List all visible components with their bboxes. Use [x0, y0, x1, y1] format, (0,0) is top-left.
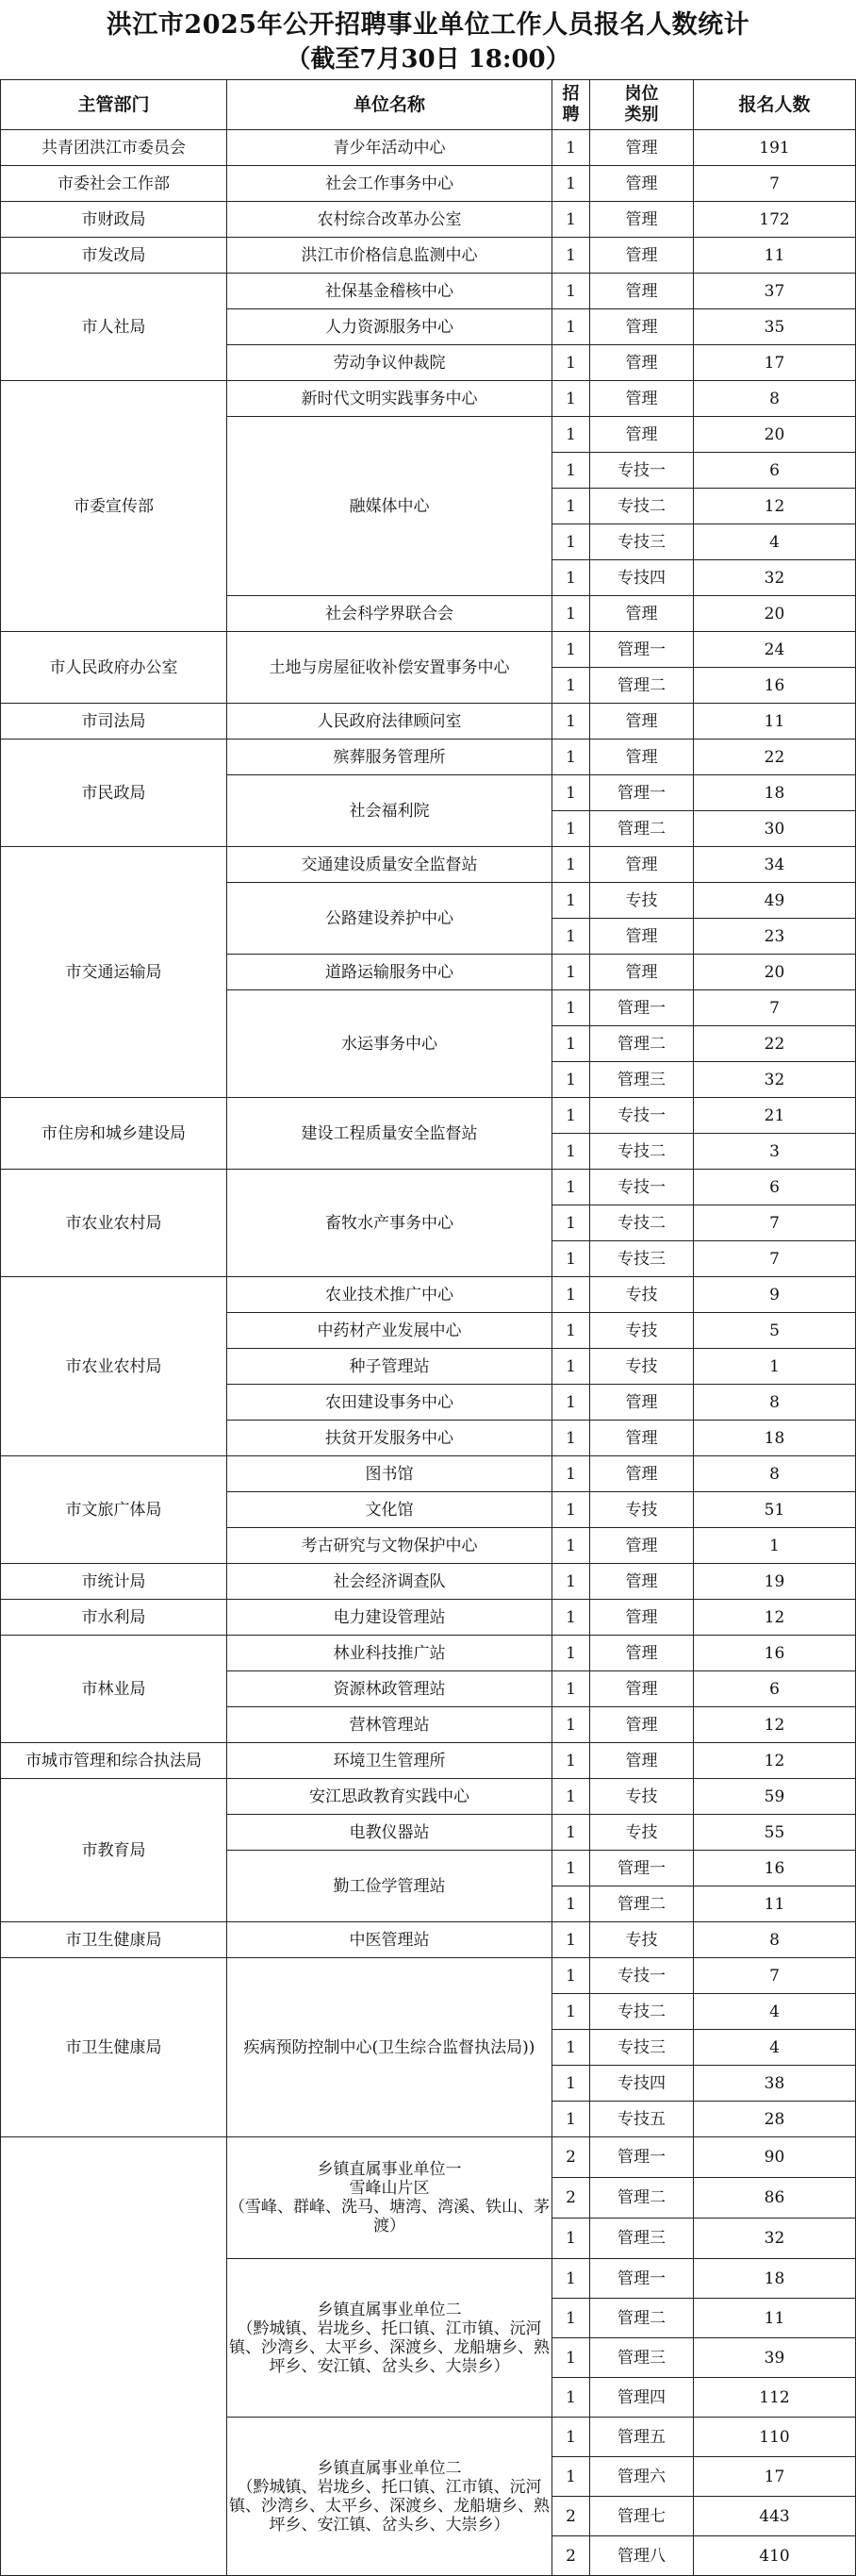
cell-unit: 土地与房屋征收补偿安置事务中心: [227, 632, 552, 704]
cell-recruit-count: 1: [552, 811, 590, 847]
cell-applicants: 11: [694, 238, 856, 274]
cell-applicants: 86: [694, 2178, 856, 2219]
cell-recruit-count: 1: [552, 1886, 590, 1922]
cell-recruit-count: 1: [552, 1958, 590, 1994]
cell-recruit-count: 1: [552, 1636, 590, 1671]
cell-post-type: 管理: [590, 847, 694, 883]
cell-post-type: 管理七: [590, 2497, 694, 2536]
cell-dept: 市财政局: [1, 202, 227, 238]
cell-unit: 考古研究与文物保护中心: [227, 1528, 552, 1564]
cell-post-type: 管理: [590, 1743, 694, 1779]
cell-post-type: 管理五: [590, 2418, 694, 2457]
cell-recruit-count: 1: [552, 990, 590, 1026]
cell-applicants: 20: [694, 955, 856, 990]
cell-post-type: 专技: [590, 1349, 694, 1385]
cell-applicants: 7: [694, 1205, 856, 1241]
cell-recruit-count: 1: [552, 2030, 590, 2066]
page-title: 洪江市2025年公开招聘事业单位工作人员报名人数统计: [106, 10, 750, 40]
cell-dept: 市人民政府办公室: [1, 632, 227, 704]
cell-applicants: 28: [694, 2102, 856, 2137]
cell-post-type: 专技一: [590, 1098, 694, 1134]
cell-post-type: 管理: [590, 238, 694, 274]
cell-recruit-count: 1: [552, 1492, 590, 1528]
cell-applicants: 18: [694, 1421, 856, 1456]
cell-recruit-count: 1: [552, 1456, 590, 1492]
cell-applicants: 4: [694, 1994, 856, 2030]
cell-post-type: 管理: [590, 955, 694, 990]
cell-dept: 市司法局: [1, 704, 227, 740]
table-row: [1, 1098, 856, 1134]
cell-unit: 资源林政管理站: [227, 1671, 552, 1707]
cell-post-type: 管理二: [590, 1026, 694, 1062]
cell-unit: 道路运输服务中心: [227, 955, 552, 990]
cell-recruit-count: 1: [552, 955, 590, 990]
cell-applicants: 9: [694, 1277, 856, 1313]
cell-post-type: 专技四: [590, 2066, 694, 2102]
cell-dept: 市发改局: [1, 238, 227, 274]
cell-unit: 社会科学界联合会: [227, 596, 552, 632]
cell-applicants: 191: [694, 130, 856, 166]
cell-post-type: 管理: [590, 1421, 694, 1456]
cell-recruit-count: 1: [552, 596, 590, 632]
cell-post-type: 专技: [590, 1815, 694, 1851]
cell-post-type: 管理: [590, 381, 694, 417]
table-body: [1, 130, 856, 2576]
cell-applicants: 18: [694, 775, 856, 811]
cell-applicants: 5: [694, 1313, 856, 1349]
cell-dept: 市人社局: [1, 274, 227, 381]
cell-unit: 青少年活动中心: [227, 130, 552, 166]
cell-post-type: 专技: [590, 1922, 694, 1958]
table-row: [1, 1277, 856, 1313]
cell-dept: 市教育局: [1, 1779, 227, 1922]
cell-applicants: 12: [694, 489, 856, 524]
cell-recruit-count: 1: [552, 1528, 590, 1564]
cell-unit: 乡镇直属事业单位二 （黔城镇、岩垅乡、托口镇、江市镇、沅河镇、沙湾乡、太平乡、深渡乡、龙船塘乡、熟坪乡、安江镇、岔头乡、大崇乡）: [227, 2259, 552, 2418]
table-row: [1, 1779, 856, 1815]
cell-applicants: 8: [694, 1385, 856, 1421]
cell-unit: 建设工程质量安全监督站: [227, 1098, 552, 1170]
col-header-dept: 主管部门: [1, 80, 227, 130]
cell-recruit-count: 1: [552, 2259, 590, 2299]
cell-dept: 市卫生健康局: [1, 1958, 227, 2137]
cell-post-type: 管理: [590, 1564, 694, 1600]
cell-unit: 扶贫开发服务中心: [227, 1421, 552, 1456]
cell-applicants: 6: [694, 453, 856, 489]
cell-unit: 社会经济调查队: [227, 1564, 552, 1600]
cell-applicants: 410: [694, 2536, 856, 2576]
table-row: [1, 847, 856, 883]
cell-applicants: 59: [694, 1779, 856, 1815]
cell-recruit-count: 1: [552, 417, 590, 453]
cell-post-type: 管理: [590, 130, 694, 166]
cell-post-type: 专技: [590, 883, 694, 919]
table-row: [1, 1564, 856, 1600]
cell-post-type: 管理一: [590, 1851, 694, 1886]
cell-dept: 市住房和城乡建设局: [1, 1098, 227, 1170]
cell-post-type: 管理一: [590, 632, 694, 668]
cell-recruit-count: 1: [552, 1098, 590, 1134]
cell-dept: 市农业农村局: [1, 1277, 227, 1456]
cell-applicants: 11: [694, 2299, 856, 2338]
cell-recruit-count: 1: [552, 1671, 590, 1707]
cell-unit: 水运事务中心: [227, 990, 552, 1098]
cell-unit: 种子管理站: [227, 1349, 552, 1385]
cell-unit: 乡镇直属事业单位二 （黔城镇、岩垅乡、托口镇、江市镇、沅河镇、沙湾乡、太平乡、深渡乡、龙船塘乡、熟坪乡、安江镇、岔头乡、大崇乡）: [227, 2418, 552, 2576]
cell-dept: [1, 2137, 227, 2576]
cell-post-type: 管理: [590, 596, 694, 632]
cell-dept: 市委社会工作部: [1, 166, 227, 202]
col-header-unit: 单位名称: [227, 80, 552, 130]
cell-post-type: 管理: [590, 417, 694, 453]
cell-recruit-count: 1: [552, 453, 590, 489]
cell-post-type: 专技: [590, 1313, 694, 1349]
cell-post-type: 管理二: [590, 811, 694, 847]
cell-recruit-count: 1: [552, 668, 590, 704]
cell-applicants: 39: [694, 2338, 856, 2378]
cell-recruit-count: 1: [552, 1779, 590, 1815]
cell-unit: 安江思政教育实践中心: [227, 1779, 552, 1815]
cell-recruit-count: 1: [552, 919, 590, 955]
cell-applicants: 11: [694, 1886, 856, 1922]
cell-post-type: 专技二: [590, 1994, 694, 2030]
cell-applicants: 21: [694, 1098, 856, 1134]
cell-applicants: 1: [694, 1349, 856, 1385]
cell-unit: 社会工作事务中心: [227, 166, 552, 202]
cell-post-type: 专技二: [590, 1205, 694, 1241]
cell-unit: 乡镇直属事业单位一 雪峰山片区 （雪峰、群峰、洗马、塘湾、湾溪、铁山、茅渡）: [227, 2137, 552, 2259]
cell-recruit-count: 1: [552, 704, 590, 740]
cell-post-type: 管理二: [590, 668, 694, 704]
cell-dept: 共青团洪江市委员会: [1, 130, 227, 166]
cell-recruit-count: 1: [552, 1564, 590, 1600]
cell-recruit-count: 1: [552, 309, 590, 345]
cell-recruit-count: 1: [552, 1241, 590, 1277]
cell-unit: 人力资源服务中心: [227, 309, 552, 345]
cell-recruit-count: 1: [552, 1134, 590, 1170]
cell-recruit-count: 1: [552, 274, 590, 309]
cell-post-type: 管理: [590, 202, 694, 238]
table-row: [1, 238, 856, 274]
table-row: [1, 704, 856, 740]
cell-post-type: 管理二: [590, 2299, 694, 2338]
cell-unit: 中医管理站: [227, 1922, 552, 1958]
cell-applicants: 37: [694, 274, 856, 309]
cell-unit: 人民政府法律顾问室: [227, 704, 552, 740]
cell-applicants: 4: [694, 524, 856, 560]
cell-recruit-count: 1: [552, 1815, 590, 1851]
cell-recruit-count: 1: [552, 632, 590, 668]
cell-post-type: 管理: [590, 274, 694, 309]
cell-recruit-count: 1: [552, 1026, 590, 1062]
table-row: [1, 1600, 856, 1636]
cell-unit: 营林管理站: [227, 1707, 552, 1743]
table-row: [1, 202, 856, 238]
cell-unit: 洪江市价格信息监测中心: [227, 238, 552, 274]
cell-post-type: 管理三: [590, 2219, 694, 2259]
cell-recruit-count: 1: [552, 1743, 590, 1779]
cell-recruit-count: 2: [552, 2137, 590, 2178]
cell-recruit-count: 2: [552, 2536, 590, 2576]
cell-recruit-count: 1: [552, 130, 590, 166]
cell-recruit-count: 1: [552, 345, 590, 381]
cell-unit: 农田建设事务中心: [227, 1385, 552, 1421]
cell-post-type: 管理一: [590, 775, 694, 811]
cell-post-type: 管理一: [590, 2137, 694, 2178]
cell-unit: 融媒体中心: [227, 417, 552, 596]
cell-post-type: 专技一: [590, 1958, 694, 1994]
cell-applicants: 49: [694, 883, 856, 919]
cell-post-type: 管理二: [590, 2178, 694, 2219]
cell-post-type: 管理: [590, 704, 694, 740]
cell-applicants: 6: [694, 1170, 856, 1205]
cell-recruit-count: 1: [552, 1170, 590, 1205]
cell-post-type: 管理八: [590, 2536, 694, 2576]
cell-recruit-count: 1: [552, 775, 590, 811]
cell-applicants: 16: [694, 1851, 856, 1886]
cell-post-type: 管理一: [590, 2259, 694, 2299]
cell-post-type: 管理三: [590, 1062, 694, 1098]
cell-unit: 疾病预防控制中心(卫生综合监督执法局)): [227, 1958, 552, 2137]
cell-recruit-count: 1: [552, 2102, 590, 2137]
cell-applicants: 4: [694, 2030, 856, 2066]
cell-post-type: 管理二: [590, 1886, 694, 1922]
cell-recruit-count: 1: [552, 2457, 590, 2497]
cell-recruit-count: 1: [552, 1851, 590, 1886]
cell-recruit-count: 1: [552, 489, 590, 524]
cell-post-type: 管理: [590, 345, 694, 381]
cell-post-type: 管理三: [590, 2338, 694, 2378]
cell-recruit-count: 1: [552, 2066, 590, 2102]
cell-applicants: 112: [694, 2378, 856, 2418]
cell-unit: 农村综合改革办公室: [227, 202, 552, 238]
cell-applicants: 6: [694, 1671, 856, 1707]
cell-recruit-count: 1: [552, 740, 590, 775]
cell-recruit-count: 1: [552, 847, 590, 883]
cell-dept: 市民政局: [1, 740, 227, 847]
cell-applicants: 24: [694, 632, 856, 668]
table-row: [1, 1636, 856, 1671]
cell-post-type: 管理一: [590, 990, 694, 1026]
cell-applicants: 17: [694, 2457, 856, 2497]
cell-recruit-count: 1: [552, 166, 590, 202]
cell-unit: 农业技术推广中心: [227, 1277, 552, 1313]
cell-unit: 社会福利院: [227, 775, 552, 847]
cell-unit: 公路建设养护中心: [227, 883, 552, 955]
cell-applicants: 32: [694, 560, 856, 596]
cell-applicants: 30: [694, 811, 856, 847]
cell-unit: 殡葬服务管理所: [227, 740, 552, 775]
cell-unit: 中药材产业发展中心: [227, 1313, 552, 1349]
cell-applicants: 23: [694, 919, 856, 955]
cell-dept: 市文旅广体局: [1, 1456, 227, 1564]
cell-post-type: 管理六: [590, 2457, 694, 2497]
cell-recruit-count: 2: [552, 2497, 590, 2536]
cell-post-type: 专技三: [590, 524, 694, 560]
cell-applicants: 11: [694, 704, 856, 740]
cell-post-type: 专技一: [590, 1170, 694, 1205]
cell-applicants: 38: [694, 2066, 856, 2102]
table-row: [1, 1456, 856, 1492]
cell-post-type: 专技: [590, 1492, 694, 1528]
cell-applicants: 172: [694, 202, 856, 238]
cell-applicants: 20: [694, 417, 856, 453]
cell-post-type: 管理: [590, 1636, 694, 1671]
cell-dept: 市交通运输局: [1, 847, 227, 1098]
cell-applicants: 18: [694, 2259, 856, 2299]
cell-post-type: 管理: [590, 740, 694, 775]
cell-recruit-count: 1: [552, 2418, 590, 2457]
cell-recruit-count: 1: [552, 2338, 590, 2378]
cell-recruit-count: 1: [552, 1349, 590, 1385]
col-header-count: 报名人数: [694, 80, 856, 130]
cell-applicants: 34: [694, 847, 856, 883]
cell-recruit-count: 1: [552, 1313, 590, 1349]
cell-applicants: 7: [694, 990, 856, 1026]
cell-dept: 市水利局: [1, 1600, 227, 1636]
cell-recruit-count: 1: [552, 202, 590, 238]
cell-recruit-count: 1: [552, 560, 590, 596]
cell-post-type: 专技三: [590, 2030, 694, 2066]
cell-unit: 新时代文明实践事务中心: [227, 381, 552, 417]
cell-dept: 市城市管理和综合执法局: [1, 1743, 227, 1779]
cell-recruit-count: 1: [552, 2378, 590, 2418]
cell-unit: 畜牧水产事务中心: [227, 1170, 552, 1277]
cell-recruit-count: 1: [552, 1922, 590, 1958]
cell-applicants: 12: [694, 1707, 856, 1743]
cell-unit: 社保基金稽核中心: [227, 274, 552, 309]
cell-recruit-count: 2: [552, 2178, 590, 2219]
cell-post-type: 管理: [590, 1385, 694, 1421]
cell-applicants: 1: [694, 1528, 856, 1564]
cell-applicants: 22: [694, 1026, 856, 1062]
cell-applicants: 16: [694, 1636, 856, 1671]
title-block: [0, 0, 856, 79]
cell-post-type: 专技: [590, 1779, 694, 1815]
cell-recruit-count: 1: [552, 524, 590, 560]
cell-applicants: 90: [694, 2137, 856, 2178]
cell-applicants: 110: [694, 2418, 856, 2457]
cell-recruit-count: 1: [552, 883, 590, 919]
cell-applicants: 12: [694, 1743, 856, 1779]
cell-applicants: 55: [694, 1815, 856, 1851]
stats-table: [0, 79, 856, 2576]
cell-applicants: 19: [694, 1564, 856, 1600]
cell-dept: 市统计局: [1, 1564, 227, 1600]
table-row: [1, 166, 856, 202]
cell-applicants: 16: [694, 668, 856, 704]
cell-recruit-count: 1: [552, 1205, 590, 1241]
cell-post-type: 管理: [590, 166, 694, 202]
cell-post-type: 专技一: [590, 453, 694, 489]
cell-post-type: 管理: [590, 1600, 694, 1636]
cell-recruit-count: 1: [552, 1994, 590, 2030]
cell-unit: 勤工俭学管理站: [227, 1851, 552, 1922]
col-header-post-type: 岗位 类别: [590, 80, 694, 130]
cell-post-type: 管理: [590, 1707, 694, 1743]
cell-applicants: 7: [694, 1241, 856, 1277]
cell-applicants: 51: [694, 1492, 856, 1528]
cell-recruit-count: 1: [552, 1421, 590, 1456]
cell-recruit-count: 1: [552, 238, 590, 274]
cell-unit: 文化馆: [227, 1492, 552, 1528]
cell-applicants: 22: [694, 740, 856, 775]
cell-unit: 环境卫生管理所: [227, 1743, 552, 1779]
table-row: [1, 381, 856, 417]
cell-applicants: 7: [694, 166, 856, 202]
table-row: [1, 2137, 856, 2178]
cell-recruit-count: 1: [552, 1277, 590, 1313]
cell-recruit-count: 1: [552, 1062, 590, 1098]
cell-applicants: 443: [694, 2497, 856, 2536]
cell-post-type: 管理: [590, 1528, 694, 1564]
cell-recruit-count: 1: [552, 1385, 590, 1421]
table-row: [1, 1743, 856, 1779]
cell-applicants: 7: [694, 1958, 856, 1994]
cell-unit: 图书馆: [227, 1456, 552, 1492]
cell-post-type: 专技四: [590, 560, 694, 596]
table-row: [1, 1922, 856, 1958]
cell-applicants: 35: [694, 309, 856, 345]
cell-post-type: 管理: [590, 1456, 694, 1492]
table-row: [1, 1958, 856, 1994]
cell-dept: 市农业农村局: [1, 1170, 227, 1277]
cell-unit: 林业科技推广站: [227, 1636, 552, 1671]
cell-post-type: 专技: [590, 1277, 694, 1313]
col-header-recruit: 招 聘: [552, 80, 590, 130]
cell-unit: 电力建设管理站: [227, 1600, 552, 1636]
table-row: [1, 632, 856, 668]
cell-post-type: 专技三: [590, 1241, 694, 1277]
table-header-row: [1, 80, 856, 130]
cell-post-type: 管理: [590, 1671, 694, 1707]
cell-applicants: 32: [694, 2219, 856, 2259]
cell-applicants: 32: [694, 1062, 856, 1098]
table-row: [1, 740, 856, 775]
cell-post-type: 管理四: [590, 2378, 694, 2418]
cell-applicants: 8: [694, 1456, 856, 1492]
cell-dept: 市卫生健康局: [1, 1922, 227, 1958]
table-row: [1, 1170, 856, 1205]
cell-applicants: 8: [694, 381, 856, 417]
cell-post-type: 专技二: [590, 1134, 694, 1170]
cell-applicants: 3: [694, 1134, 856, 1170]
cell-applicants: 17: [694, 345, 856, 381]
table-row: [1, 130, 856, 166]
cell-post-type: 管理: [590, 919, 694, 955]
cell-recruit-count: 1: [552, 2299, 590, 2338]
cell-post-type: 专技二: [590, 489, 694, 524]
table-row: [1, 274, 856, 309]
cell-unit: 电教仪器站: [227, 1815, 552, 1851]
cell-dept: 市林业局: [1, 1636, 227, 1743]
cell-recruit-count: 1: [552, 1707, 590, 1743]
cell-recruit-count: 1: [552, 2219, 590, 2259]
page-subtitle: （截至7月30日 18:00）: [286, 45, 570, 74]
cell-post-type: 专技五: [590, 2102, 694, 2137]
cell-recruit-count: 1: [552, 1600, 590, 1636]
cell-post-type: 管理: [590, 309, 694, 345]
cell-dept: 市委宣传部: [1, 381, 227, 632]
cell-applicants: 8: [694, 1922, 856, 1958]
cell-recruit-count: 1: [552, 381, 590, 417]
cell-applicants: 20: [694, 596, 856, 632]
cell-unit: 劳动争议仲裁院: [227, 345, 552, 381]
cell-unit: 交通建设质量安全监督站: [227, 847, 552, 883]
cell-applicants: 12: [694, 1600, 856, 1636]
